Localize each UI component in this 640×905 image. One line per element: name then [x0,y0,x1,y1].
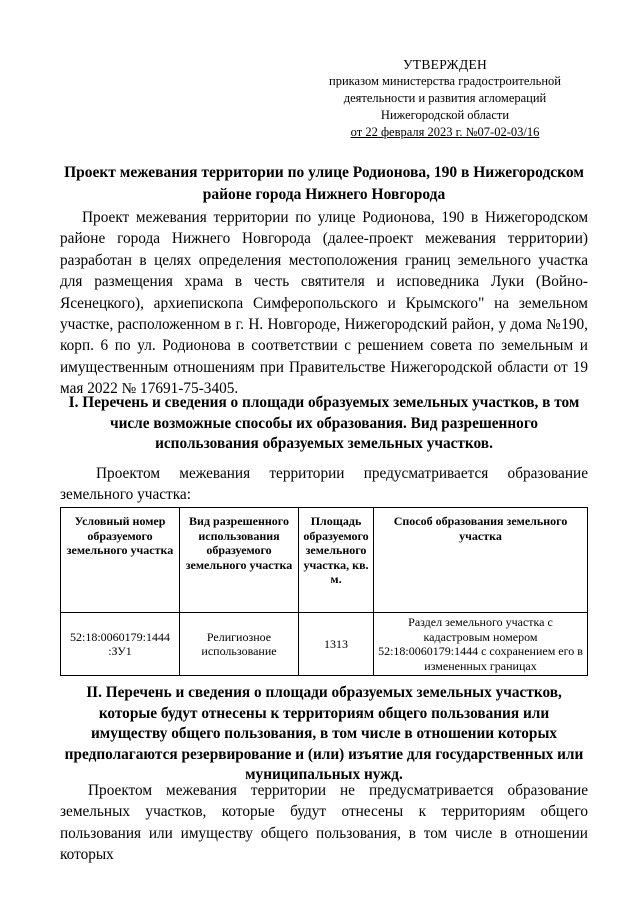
section-2-heading: II. Перечень и сведения о площади образуемых земельных участков, которые будут отнесены к территориям общего пользования или имуществу общего пользования, в том числе в отношении которых предполагаются резервирование и (или) изъятие для государственных или муниципальных нужд. [64,684,584,783]
approval-line: приказом министерства градостроительной [329,74,561,88]
table-header-cell: Площадь образуемого земельного участка, кв. м. [299,508,374,613]
table-header-row [61,508,588,613]
approval-date: от 22 февраля 2023 г. №07-02-03/16 [350,125,540,139]
land-plots-table [60,507,588,676]
table-header-cell: Условный номер образуемого земельного участка [61,508,180,613]
table-header-cell: Способ образования земельного участка [374,508,588,613]
table-header-cell: Вид разрешенного использования образуемого земельного участка [180,508,299,613]
table-cell: Раздел земельного участка с кадастровым номером 52:18:0060179:1444 с сохранением его в измененных границах [374,613,588,676]
table-cell: 52:18:0060179:1444 :ЗУ1 [61,613,180,676]
section-2-paragraph: Проектом межевания территории не предусматривается образование земельных участков, которые будут отнесены к территориям общего пользования или имуществу общего пользования, в том числе в отношении которых [60,782,588,864]
document-title [60,162,588,206]
approval-line: деятельности и развития агломераций [343,91,547,105]
document-title-line: районе города Нижнего Новгорода [202,186,446,203]
approval-line: Нижегородской области [380,108,510,122]
table-cell: Религиозное использование [180,613,299,676]
intro-paragraph: Проект межевания территории по улице Родионова, 190 в Нижегородском районе города Нижнего Новгорода (далее-проект межевания территории) разработан в целях определения местоположения границ земельного участка для размещения храма в честь святителя и исповедника Луки (Войно-Ясенецкого), архиепископа Симферопольского и Крымского" на земельном участке, расположенном в г. Н. Новгороде, Нижегородский район, у дома №190, корп. 6 по ул. Родионова в соответствии с решением совета по земельным и имущественным отношениям при Правительстве Нижегородской области от 19 мая 2022 № 17691-75-3405. [60,209,588,398]
section-1-paragraph: Проектом межевания территории предусматривается образование земельного участка: [60,465,588,504]
approval-title: УТВЕРЖДЕН [402,57,488,72]
section-1-heading: I. Перечень и сведения о площади образуемых земельных участков, в том числе возможные способы их образования. Вид разрешенного использования образуемых земельных участков. [68,394,580,452]
table-cell: 1313 [299,613,374,676]
table-row [61,613,588,676]
document-title-line: Проект межевания территории по улице Родионова, 190 в Нижегородском [64,164,584,181]
approval-stamp [300,56,590,141]
